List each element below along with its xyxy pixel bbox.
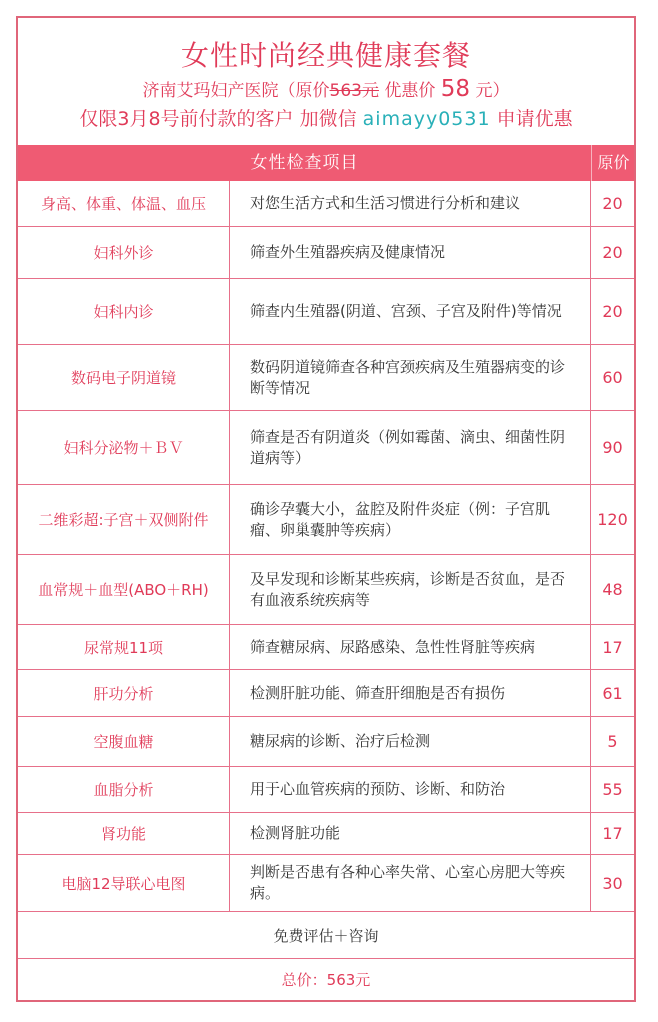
table-row — [18, 279, 634, 345]
paren-open: （ — [278, 81, 296, 101]
promo-line — [18, 104, 634, 131]
paren-close: ） — [492, 81, 510, 101]
total-price: 总价：563元 — [281, 971, 371, 989]
original-price-label: 原价 — [295, 81, 330, 101]
item-price: 48 — [602, 580, 623, 599]
item-name: 妇科内诊 — [18, 279, 230, 344]
item-description: 及早发现和诊断某些疾病，诊断是否贫血，是否有血液系统疾病等 — [230, 555, 591, 624]
item-description: 筛查外生殖器疾病及健康情况 — [230, 227, 591, 278]
column-header-items: 女性检查项目 — [250, 153, 359, 173]
item-description: 检测肝脏功能、筛查肝细胞是否有损伤 — [230, 670, 591, 716]
item-price: 20 — [602, 243, 623, 262]
table-row — [18, 670, 634, 717]
item-name: 电脑12导联心电图 — [18, 855, 230, 911]
item-price: 5 — [607, 732, 618, 751]
table-row — [18, 767, 634, 813]
free-service: 免费评估＋咨询 — [18, 914, 634, 959]
item-name: 妇科外诊 — [18, 227, 230, 278]
table-row — [18, 411, 634, 485]
item-price: 20 — [602, 194, 623, 213]
item-name: 血常规＋血型(ABO＋RH) — [18, 555, 230, 624]
item-name: 妇科分泌物＋ＢＶ — [18, 411, 230, 484]
table-row — [18, 227, 634, 279]
discount-unit: 元 — [475, 81, 493, 101]
discount-price: 58 — [440, 76, 471, 102]
item-price: 61 — [602, 683, 623, 703]
item-name: 尿常规11项 — [18, 625, 230, 669]
item-price: 17 — [602, 824, 623, 843]
item-price: 60 — [602, 368, 623, 387]
hospital-name: 济南艾玛妇产医院 — [142, 81, 279, 101]
item-description: 糖尿病的诊断、治疗后检测 — [230, 717, 591, 766]
item-name: 肾功能 — [18, 813, 230, 854]
package-card — [16, 16, 636, 1002]
item-price: 20 — [602, 302, 623, 321]
discount-label: 优惠价 — [384, 81, 436, 101]
table-row — [18, 181, 634, 227]
table-row — [18, 625, 634, 670]
table-row — [18, 717, 634, 767]
item-name: 血脂分析 — [18, 767, 230, 812]
item-price: 55 — [602, 780, 623, 799]
table-row — [18, 813, 634, 855]
column-header-price: 原价 — [591, 145, 635, 181]
item-price: 120 — [597, 510, 628, 529]
original-price: 563元 — [329, 81, 379, 101]
item-description: 检测肾脏功能 — [230, 813, 591, 854]
item-description: 筛查糖尿病、尿路感染、急性性肾脏等疾病 — [230, 625, 591, 669]
item-name: 身高、体重、体温、血压 — [18, 181, 230, 226]
promo-text: 仅限3月8号前付款的客户 加微信 — [79, 108, 357, 130]
item-description: 用于心血管疾病的预防、诊断、和防治 — [230, 767, 591, 812]
table-row — [18, 855, 634, 912]
price-line — [18, 76, 634, 102]
item-name: 二维彩超:子宫＋双侧附件 — [18, 485, 230, 554]
item-name: 空腹血糖 — [18, 717, 230, 766]
page-title: 女性时尚经典健康套餐 — [180, 39, 471, 72]
item-price: 90 — [602, 438, 623, 457]
wechat-id: aimayy0531 — [362, 108, 491, 130]
item-description: 对您生活方式和生活习惯进行分析和建议 — [230, 181, 591, 226]
item-name: 肝功分析 — [18, 670, 230, 716]
item-price: 17 — [602, 637, 623, 657]
item-price: 30 — [602, 873, 623, 893]
item-description: 筛查是否有阴道炎（例如霉菌、滴虫、细菌性阴道病等） — [230, 411, 591, 484]
item-description: 判断是否患有各种心率失常、心室心房肥大等疾病。 — [230, 855, 591, 911]
table-row — [18, 555, 634, 625]
table-row — [18, 345, 634, 411]
table-row — [18, 485, 634, 555]
item-description: 确诊孕囊大小，盆腔及附件炎症（例：子宫肌瘤、卵巢囊肿等疾病） — [230, 485, 591, 554]
table-header — [18, 145, 634, 181]
item-description: 数码阴道镜筛查各种宫颈疾病及生殖器病变的诊断等情况 — [230, 345, 591, 410]
item-name: 数码电子阴道镜 — [18, 345, 230, 410]
item-description: 筛查内生殖器(阴道、宫颈、子宫及附件)等情况 — [230, 279, 591, 344]
promo-action: 申请优惠 — [496, 108, 573, 130]
